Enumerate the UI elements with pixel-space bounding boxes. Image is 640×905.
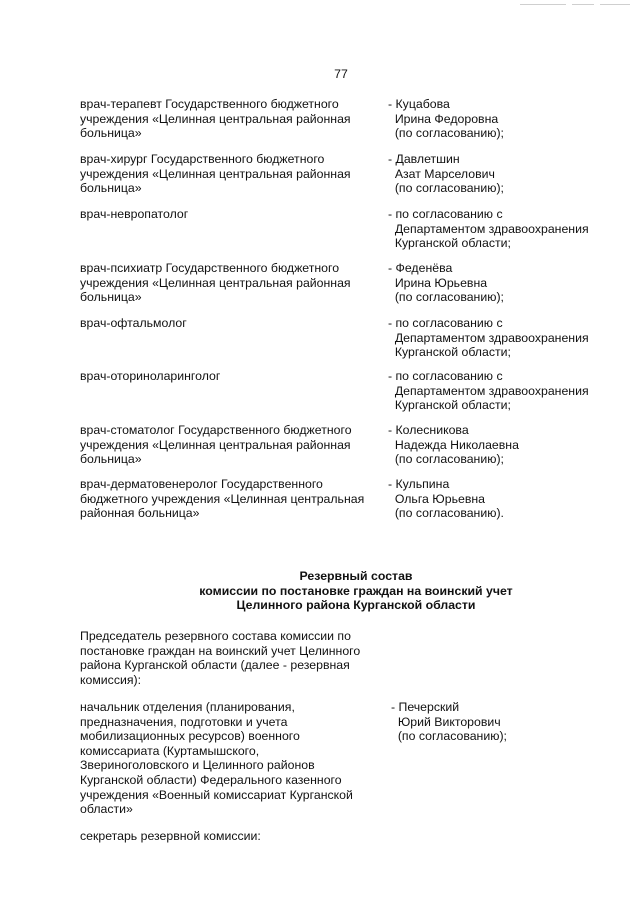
position-line: учреждения «Целинная центральная районная (80, 437, 351, 452)
position-line: врач-психиатр Государственного бюджетного (80, 261, 340, 275)
name-line: Ирина Федоровна (388, 111, 499, 126)
name-line: Курганской области; (388, 345, 511, 360)
name-line: Департаментом здравоохранения (388, 383, 589, 398)
header-scan-marks (520, 4, 632, 7)
member-name (388, 423, 620, 467)
name-line: Департаментом здравоохранения (388, 221, 589, 236)
name-line: (по согласованию); (388, 181, 504, 196)
position-line: учреждения «Целинная центральная районная (80, 111, 351, 126)
chairman-paragraph (80, 629, 380, 687)
name-line: Надежда Николаевна (388, 437, 519, 452)
name-line: - по согласованию с (388, 369, 503, 383)
name-line: - Давлетшин (388, 152, 460, 166)
name-line: - Феденёва (388, 261, 453, 275)
member-position (80, 152, 385, 196)
member-name (388, 369, 620, 413)
position-line: врач-невропатолог (80, 207, 189, 221)
position-line: врач-терапевт Государственного бюджетного (80, 97, 339, 111)
reserve-section-title (0, 569, 640, 613)
position-line: области» (80, 802, 133, 817)
member-position (80, 207, 385, 222)
name-line: - Кульпина (388, 477, 450, 491)
name-line: Юрий Викторович (391, 714, 501, 729)
member-name (391, 700, 611, 744)
position-line: районная больница» (80, 506, 200, 521)
position-line: начальник отделения (планирования, (80, 700, 295, 714)
name-line: (по согласованию); (388, 126, 504, 141)
position-line: больница» (80, 126, 142, 141)
name-line: Азат Марселович (388, 166, 495, 181)
name-line: (по согласованию). (388, 506, 504, 521)
position-line: врач-хирург Государственного бюджетного (80, 152, 325, 166)
reserve-title-line: Резервный состав (299, 569, 413, 583)
member-name (388, 97, 620, 141)
name-line: (по согласованию); (391, 729, 507, 744)
name-line: - Куцабова (388, 97, 450, 111)
position-line: предназначения, подготовки и учета (80, 714, 288, 729)
member-position (80, 477, 385, 521)
chairman-line: комиссия): (80, 672, 142, 687)
position-line: врач-оториноларинголог (80, 369, 221, 383)
position-line: учреждения «Военный комиссариат Курганской (80, 787, 353, 802)
position-line: мобилизационных ресурсов) военного (80, 729, 300, 744)
name-line: Ольга Юрьевна (388, 491, 485, 506)
name-line: (по согласованию); (388, 452, 504, 467)
member-position (80, 316, 385, 331)
chairman-line: Председатель резервного состава комиссии по (80, 629, 351, 643)
member-name (388, 261, 620, 305)
name-line: (по согласованию); (388, 290, 504, 305)
member-name (388, 316, 620, 360)
member-position (80, 261, 385, 305)
name-line: - Печерский (391, 700, 460, 714)
member-position (80, 369, 385, 384)
name-line: Департаментом здравоохранения (388, 330, 589, 345)
member-position (80, 423, 385, 467)
chairman-line: постановке граждан на воинский учет Целинного (80, 643, 361, 658)
member-name (388, 477, 620, 521)
position-line: комиссариата (Куртамышского, (80, 743, 260, 758)
member-position (80, 97, 385, 141)
name-line: - по согласованию с (388, 207, 503, 221)
name-line: Ирина Юрьевна (388, 275, 488, 290)
position-line: Звериноголовского и Целинного районов (80, 758, 315, 773)
page-number: 77 (334, 67, 348, 81)
position-line: врач-стоматолог Государственного бюджетного (80, 423, 352, 437)
member-position (80, 700, 380, 817)
name-line: - по согласованию с (388, 316, 503, 330)
position-line: учреждения «Целинная центральная районная (80, 275, 351, 290)
reserve-title-line: комиссии по постановке граждан на воинский учет (199, 583, 513, 598)
position-line: врач-офтальмолог (80, 316, 187, 330)
position-line: учреждения «Целинная центральная районная (80, 166, 351, 181)
reserve-title-line: Целинного района Курганской области (236, 598, 476, 613)
position-line: больница» (80, 290, 142, 305)
position-line: больница» (80, 452, 142, 467)
position-line: бюджетного учреждения «Целинная центральная (80, 491, 365, 506)
name-line: Курганской области; (388, 398, 511, 413)
member-name (388, 207, 620, 251)
member-name (388, 152, 620, 196)
position-line: врач-дерматовенеролог Государственного (80, 477, 323, 491)
secretary-label: секретарь резервной комиссии: (80, 829, 261, 843)
position-line: Курганской области) Федерального казенного (80, 772, 342, 787)
chairman-line: района Курганской области (далее - резервная (80, 658, 350, 673)
name-line: - Колесникова (388, 423, 469, 437)
name-line: Курганской области; (388, 236, 511, 251)
position-line: больница» (80, 181, 142, 196)
